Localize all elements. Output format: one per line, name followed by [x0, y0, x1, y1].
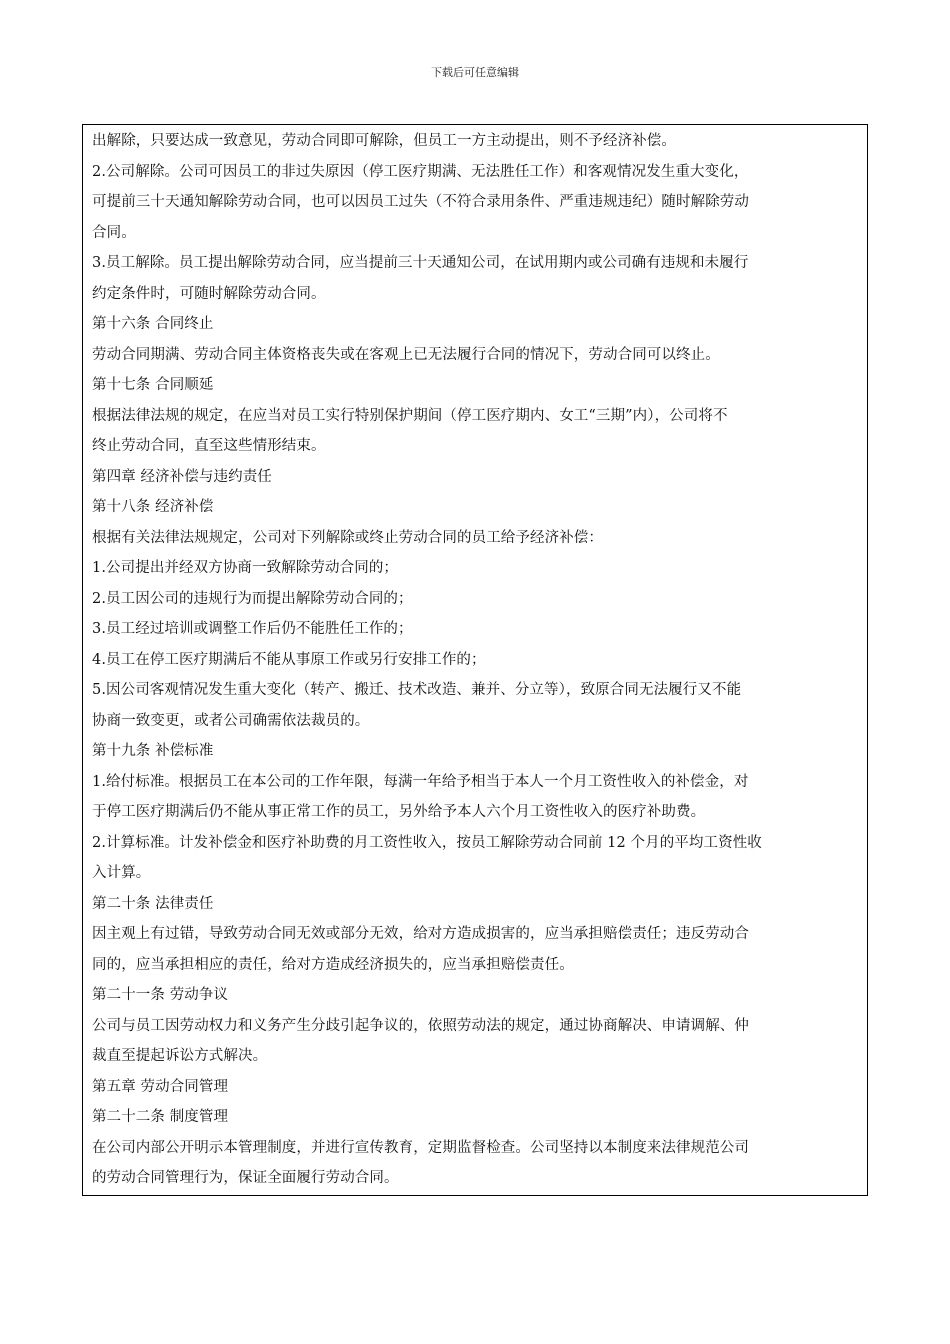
- chapter-heading: 第五章 劳动合同管理: [92, 1078, 229, 1095]
- text-line: 的劳动合同管理行为，保证全面履行劳动合同。: [92, 1170, 399, 1186]
- text-line: 终止劳动合同，直至这些情形结束。: [92, 438, 326, 454]
- article-heading: 第二十条 法律责任: [92, 895, 214, 912]
- text-line: 出解除，只要达成一致意见，劳动合同即可解除，但员工一方主动提出，则不予经济补偿。: [92, 133, 676, 149]
- list-item: 5.因公司客观情况发生重大变化（转产、搬迁、技术改造、兼并、分立等），致原合同无法履行又不能: [92, 682, 742, 698]
- text-line: 同的，应当承担相应的责任，给对方造成经济损失的，应当承担赔偿责任。: [92, 956, 574, 973]
- list-item: 1.公司提出并经双方协商一致解除劳动合同的；: [92, 560, 399, 576]
- list-item: 3.员工经过培训或调整工作后仍不能胜任工作的；: [92, 621, 413, 637]
- article-heading: 第十七条 合同顺延: [92, 377, 214, 393]
- text-line: 入计算。: [92, 865, 151, 881]
- text-line: 约定条件时，可随时解除劳动合同。: [92, 285, 326, 302]
- text-line: 2.公司解除。公司可因员工的非过失原因（停工医疗期满、无法胜任工作）和客观情况发生重大变化，: [92, 163, 749, 180]
- text-line: 在公司内部公开明示本管理制度，并进行宣传教育，定期监督检查。公司坚持以本制度来法律规范公司: [92, 1139, 749, 1156]
- text-line: 因主观上有过错，导致劳动合同无效或部分无效，给对方造成损害的，应当承担赔偿责任；违反劳动合: [92, 926, 749, 942]
- article-heading: 第二十二条 制度管理: [92, 1109, 229, 1125]
- text-line: 公司与员工因劳动权力和义务产生分歧引起争议的，依照劳动法的规定，通过协商解决、申请调解、仲: [92, 1017, 749, 1034]
- list-item: 2.员工因公司的违规行为而提出解除劳动合同的；: [92, 590, 413, 607]
- page-header-note: 下载后可任意编辑: [431, 66, 519, 79]
- chapter-heading: 第四章 经济补偿与违约责任: [92, 468, 272, 485]
- text-line: 根据法律法规的规定，在应当对员工实行特别保护期间（停工医疗期内、女工“三期”内），公司将不: [92, 407, 728, 424]
- text-line: 3.员工解除。员工提出解除劳动合同，应当提前三十天通知公司，在试用期内或公司确有违规和未履行: [92, 255, 749, 271]
- article-heading: 第二十一条 劳动争议: [92, 987, 229, 1003]
- document-body-frame: [82, 124, 868, 1196]
- article-heading: 第十六条 合同终止: [92, 316, 214, 332]
- document-text: [92, 126, 858, 1194]
- text-line: 裁直至提起诉讼方式解决。: [92, 1048, 268, 1064]
- text-line: 协商一致变更，或者公司确需依法裁员的。: [92, 712, 370, 729]
- list-item: 1.给付标准。根据员工在本公司的工作年限，每满一年给予相当于本人一个月工资性收入的补偿金，对: [92, 773, 749, 790]
- article-heading: 第十八条 经济补偿: [92, 499, 214, 515]
- text-line: 劳动合同期满、劳动合同主体资格丧失或在客观上已无法履行合同的情况下，劳动合同可以终止。: [92, 346, 720, 363]
- text-line: 根据有关法律法规规定，公司对下列解除或终止劳动合同的员工给予经济补偿：: [92, 529, 603, 546]
- list-item: 2.计算标准。计发补偿金和医疗补助费的月工资性收入，按员工解除劳动合同前 12 个月的平均工资性收: [92, 834, 762, 851]
- text-line: 可提前三十天通知解除劳动合同，也可以因员工过失（不符合录用条件、严重违规违纪）随时解除劳动: [92, 194, 749, 210]
- text-line: 合同。: [92, 224, 136, 241]
- text-line: 于停工医疗期满后仍不能从事正常工作的员工，另外给予本人六个月工资性收入的医疗补助费。: [92, 804, 706, 820]
- list-item: 4.员工在停工医疗期满后不能从事原工作或另行安排工作的；: [92, 651, 486, 668]
- article-heading: 第十九条 补偿标准: [92, 743, 214, 759]
